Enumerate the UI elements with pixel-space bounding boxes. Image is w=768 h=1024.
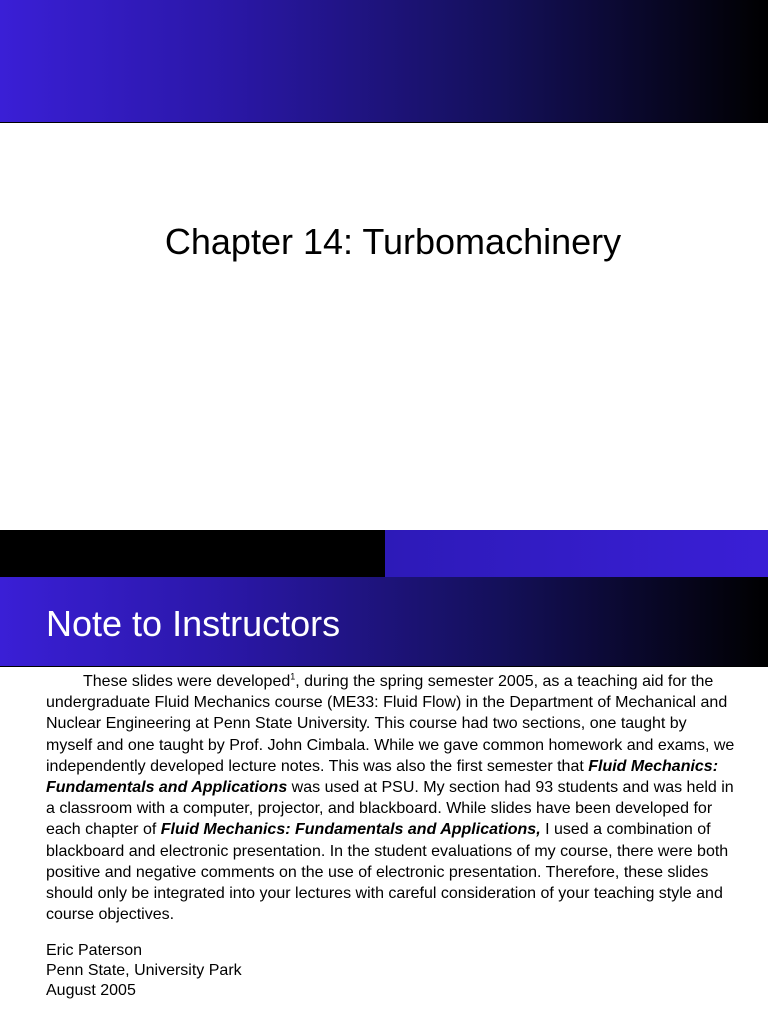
title-slide-banner — [0, 0, 768, 123]
signature-block — [46, 941, 242, 1001]
author-affiliation: Penn State, University Park — [46, 962, 242, 979]
slide-divider-blue — [385, 530, 768, 577]
note-body — [46, 671, 736, 925]
note-text-1: These slides were developed — [83, 673, 291, 690]
note-text-3: was used at PSU. My section had 93 students and was held in a classroom with a computer, projector, and blackboard. While slides have been developed for each chapter of — [46, 779, 734, 839]
note-text-4: I used a combination of blackboard and electronic presentation. In the student evaluations of my course, there were both positive and negative comments on the use of electronic presentation. Therefore, these slides should only be integrated into your lectures with careful consideration of your teaching style and course objectives. — [46, 821, 729, 924]
signature-date: August 2005 — [46, 982, 136, 999]
book-title-2: Fluid Mechanics: Fundamentals and Applications, — [160, 821, 541, 839]
note-paragraph — [46, 671, 736, 925]
note-title: Note to Instructors — [46, 603, 341, 644]
author-name: Eric Paterson — [46, 942, 143, 959]
note-text-2: , during the spring semester 2005, as a teaching aid for the undergraduate Fluid Mechanics course (ME33: Fluid Flow) in the Department of Mechanical and Nuclear Engineering at Penn State University. This course had two sections, one taught by myself and one taught by Prof. John Cimbala. While we gave common homework and exams, we independently developed lecture notes. This was also the first semester that — [46, 673, 735, 775]
chapter-title: Chapter 14: Turbomachinery — [164, 221, 622, 262]
footnote-mark: 1 — [290, 671, 296, 682]
slide-divider-black — [0, 530, 385, 577]
book-title-1: Fluid Mechanics: Fundamentals and Applications — [46, 757, 719, 797]
